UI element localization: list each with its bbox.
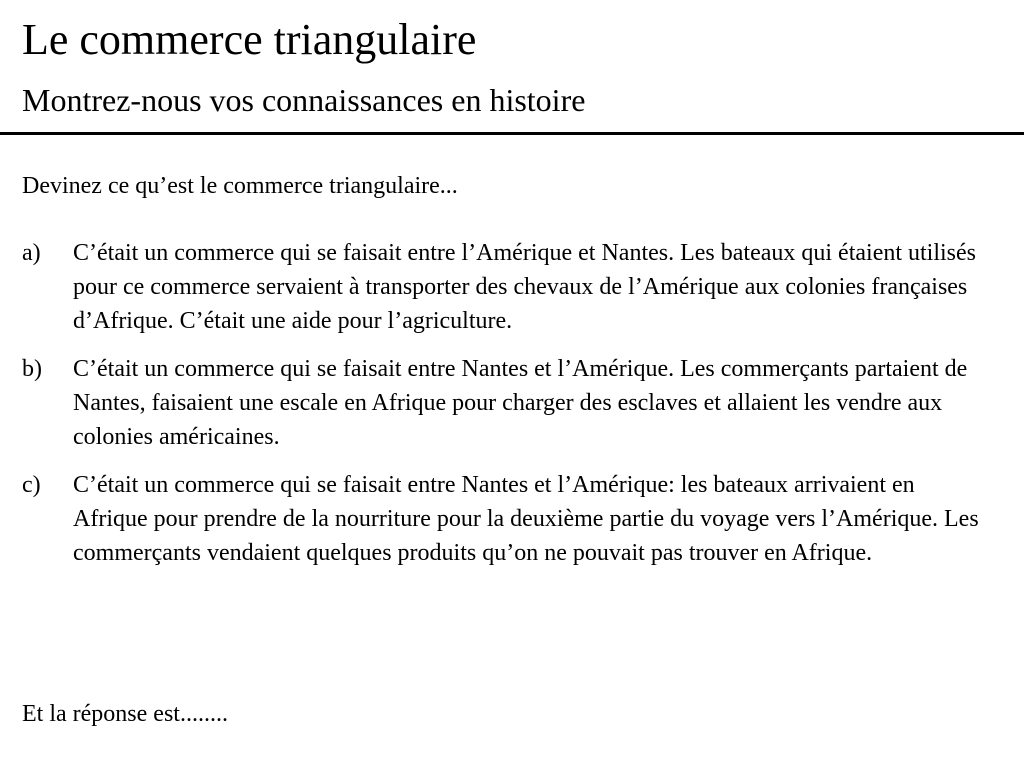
option-text: C’était un commerce qui se faisait entre Nantes et l’Amérique: les bateaux arrivaient en Afrique pour prendre de la nourriture pour la deuxième partie du voyage vers l’Amérique. Les commerçants vendaient quelques produits qu’on ne pouvait pas trouver en Afrique.	[73, 472, 979, 566]
answer-prompt: Et la réponse est........	[22, 701, 228, 727]
answer-options	[22, 236, 992, 584]
option-text: C’était un commerce qui se faisait entre l’Amérique et Nantes. Les bateaux qui étaient utilisés pour ce commerce servaient à transporter des chevaux de l’Amérique aux colonies françaises d’Afrique. C’était une aide pour l’agriculture.	[73, 240, 977, 334]
slide-title: Le commerce triangulaire	[22, 15, 477, 64]
option-text: C’était un commerce qui se faisait entre Nantes et l’Amérique. Les commerçants partaient de Nantes, faisaient une escale en Afrique pour charger des esclaves et allaient les vendre aux colonies américaines.	[73, 356, 968, 450]
option-marker: a)	[22, 240, 41, 266]
title-divider	[0, 132, 1024, 135]
option-b	[22, 352, 992, 454]
intro-question: Devinez ce qu’est le commerce triangulaire...	[22, 173, 458, 199]
option-c	[22, 468, 992, 570]
option-marker: b)	[22, 356, 42, 382]
slide-subtitle: Montrez-nous vos connaissances en histoire	[22, 82, 586, 118]
option-marker: c)	[22, 472, 41, 498]
option-a	[22, 236, 992, 338]
